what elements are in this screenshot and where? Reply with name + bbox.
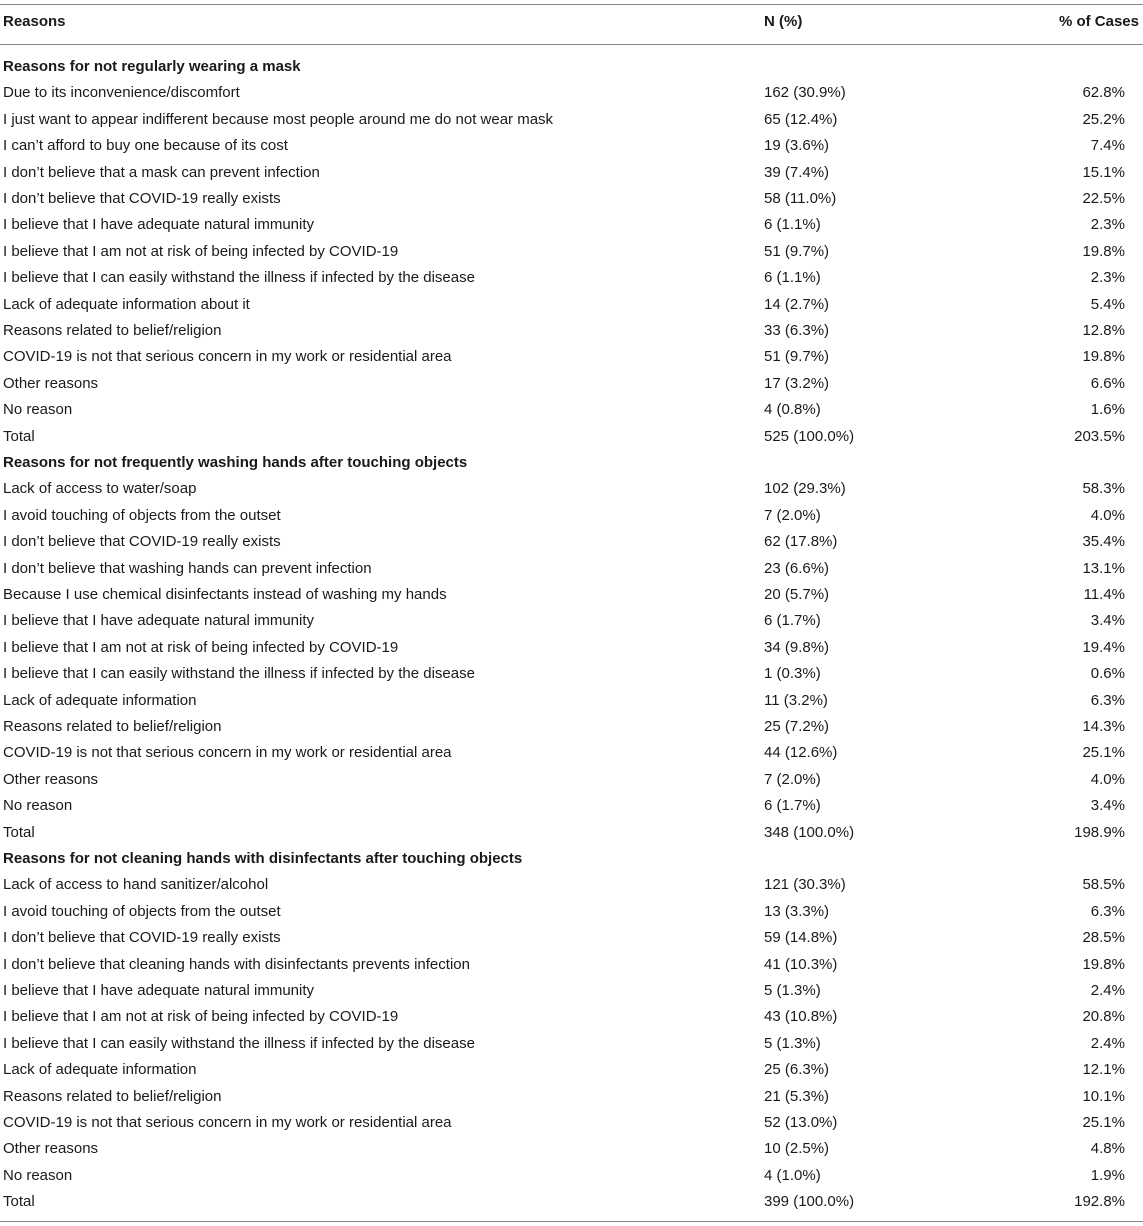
table-row [0,872,1143,898]
table-row [0,925,1143,951]
n-percent-cell: 21 (5.3%) [764,1087,830,1105]
percent-of-cases-cell: 14.3% [1082,718,1125,735]
percent-of-cases-cell: 7.4% [1090,137,1125,155]
percent-of-cases-cell: 15.1% [1082,163,1125,181]
n-percent-cell: 6 (1.7%) [764,797,821,815]
table-row [0,212,1143,238]
table-row [0,952,1143,978]
n-percent-cell: 7 (2.0%) [764,770,821,788]
reason-cell: I don’t believe that washing hands can prevent infection [3,559,372,577]
percent-of-cases-cell: 198.9% [1074,823,1125,841]
reason-cell: Other reasons [3,374,99,392]
reason-cell: I believe that I have adequate natural immunity [3,982,315,999]
percent-of-cases-cell: 25.2% [1082,110,1125,128]
table-row [0,556,1143,582]
reason-cell: Other reasons [3,1140,99,1158]
table-row [0,107,1143,133]
table-bottom-rule [0,1221,1143,1222]
table-row [0,767,1143,793]
table-row [0,635,1143,661]
reason-cell: No reason [3,1166,73,1184]
reason-cell: Total [3,823,35,841]
percent-of-cases-cell: 13.1% [1082,559,1125,577]
percent-of-cases-cell: 192.8% [1074,1193,1125,1211]
table-row [0,344,1143,370]
table-row [0,608,1143,634]
reason-cell: No reason [3,797,73,815]
percent-of-cases-cell: 1.9% [1090,1166,1125,1184]
table-row [0,424,1143,450]
percent-of-cases-cell: 19.8% [1082,242,1125,260]
percent-of-cases-cell: 19.8% [1082,955,1125,973]
percent-of-cases-cell: 3.4% [1090,797,1125,815]
percent-of-cases-cell: 25.1% [1082,1114,1125,1131]
percent-of-cases-cell: 6.3% [1090,902,1125,920]
table-row [0,793,1143,819]
reason-cell: I believe that I can easily withstand the illness if infected by the disease [3,1034,475,1052]
n-percent-cell: 41 (10.3%) [764,955,838,973]
reason-cell: I believe that I have adequate natural immunity [3,216,315,234]
reason-cell: I believe that I can easily withstand the illness if infected by the disease [3,665,475,683]
n-percent-cell: 6 (1.7%) [764,612,821,630]
table-row [0,371,1143,397]
n-percent-cell: 102 (29.3%) [764,480,846,498]
table-row [0,529,1143,555]
percent-of-cases-cell: 62.8% [1082,84,1125,102]
n-percent-cell: 525 (100.0%) [764,427,855,445]
n-percent-cell: 51 (9.7%) [764,242,830,260]
reason-cell: I believe that I have adequate natural immunity [3,612,315,630]
reason-cell: I just want to appear indifferent because most people around me do not wear mask [3,110,554,128]
percent-of-cases-cell: 10.1% [1082,1087,1125,1105]
percent-of-cases-cell: 2.4% [1090,1034,1125,1052]
table-row [0,239,1143,265]
reason-cell: I avoid touching of objects from the outset [3,902,281,920]
table-row [0,714,1143,740]
table-row [0,133,1143,159]
percent-of-cases-cell: 28.5% [1082,929,1125,947]
reason-cell: Lack of access to hand sanitizer/alcohol [3,876,269,894]
n-percent-cell: 33 (6.3%) [764,322,830,339]
reason-cell: COVID-19 is not that serious concern in my work or residential area [3,744,452,762]
table-row [0,1084,1143,1110]
n-percent-cell: 51 (9.7%) [764,348,830,366]
n-percent-cell: 121 (30.3%) [764,876,846,894]
table-row [0,397,1143,423]
n-percent-cell: 7 (2.0%) [764,506,821,524]
section-heading-row [0,846,1143,872]
table-top-rule [0,4,1143,5]
n-percent-cell: 20 (5.7%) [764,586,830,603]
n-percent-cell: 39 (7.4%) [764,163,830,181]
n-percent-cell: 58 (11.0%) [764,190,837,207]
reason-cell: I don’t believe that a mask can prevent infection [3,163,320,181]
reason-cell: Reasons related to belief/religion [3,322,222,339]
n-percent-cell: 4 (0.8%) [764,401,821,419]
table-row [0,1031,1143,1057]
table-row [0,1189,1143,1215]
reason-cell: I avoid touching of objects from the outset [3,506,281,524]
n-percent-cell: 62 (17.8%) [764,533,838,551]
n-percent-cell: 43 (10.8%) [764,1008,838,1026]
reason-cell: I don’t believe that COVID-19 really exists [3,533,281,551]
table-row [0,978,1143,1004]
table-row [0,160,1143,186]
table-row [0,1004,1143,1030]
n-percent-cell: 1 (0.3%) [764,665,821,683]
percent-of-cases-cell: 19.8% [1082,348,1125,366]
n-percent-cell: 23 (6.6%) [764,559,830,577]
percent-of-cases-cell: 22.5% [1082,190,1125,207]
n-percent-cell: 348 (100.0%) [764,823,855,841]
percent-of-cases-cell: 4.8% [1090,1140,1125,1158]
n-percent-cell: 5 (1.3%) [764,982,821,999]
table-row [0,318,1143,344]
table-row [0,1163,1143,1189]
column-header-n-percent: N (%) [764,13,803,30]
table-row [0,820,1143,846]
table-row [0,740,1143,766]
section-title: Reasons for not frequently washing hands after touching objects [3,454,468,471]
reason-cell: Reasons related to belief/religion [3,1087,222,1105]
percent-of-cases-cell: 12.1% [1082,1061,1125,1079]
percent-of-cases-cell: 20.8% [1082,1008,1125,1026]
table-row [0,292,1143,318]
table-row [0,503,1143,529]
n-percent-cell: 25 (6.3%) [764,1061,830,1079]
reason-cell: Reasons related to belief/religion [3,718,222,735]
reason-cell: Total [3,1193,35,1211]
percent-of-cases-cell: 4.0% [1090,770,1125,788]
n-percent-cell: 25 (7.2%) [764,718,830,735]
percent-of-cases-cell: 2.3% [1090,216,1125,234]
n-percent-cell: 44 (12.6%) [764,744,838,762]
table-row [0,1110,1143,1136]
reason-cell: I believe that I am not at risk of being infected by COVID-19 [3,1008,399,1026]
n-percent-cell: 399 (100.0%) [764,1193,855,1211]
n-percent-cell: 162 (30.9%) [764,84,846,102]
n-percent-cell: 14 (2.7%) [764,295,830,313]
table-row [0,582,1143,608]
section-title: Reasons for not regularly wearing a mask [3,58,301,75]
reason-cell: Because I use chemical disinfectants instead of washing my hands [3,586,447,603]
percent-of-cases-cell: 0.6% [1090,665,1125,683]
percent-of-cases-cell: 6.6% [1090,374,1125,392]
percent-of-cases-cell: 58.5% [1082,876,1125,894]
percent-of-cases-cell: 11.4% [1083,586,1125,603]
reason-cell: COVID-19 is not that serious concern in my work or residential area [3,348,452,366]
percent-of-cases-cell: 203.5% [1074,427,1125,445]
n-percent-cell: 10 (2.5%) [764,1140,830,1158]
table-row [0,1136,1143,1162]
n-percent-cell: 4 (1.0%) [764,1166,821,1184]
table-row [0,899,1143,925]
column-header-percent-of-cases: % of Cases [1058,13,1139,30]
percent-of-cases-cell: 12.8% [1082,322,1125,339]
n-percent-cell: 6 (1.1%) [764,269,821,287]
percent-of-cases-cell: 4.0% [1090,506,1125,524]
percent-of-cases-cell: 25.1% [1082,744,1125,762]
section-heading-row [0,450,1143,476]
table-header-rule [0,44,1143,45]
percent-of-cases-cell: 6.3% [1090,691,1125,709]
table-row [0,80,1143,106]
n-percent-cell: 11 (3.2%) [764,691,828,709]
table-row [0,1057,1143,1083]
percent-of-cases-cell: 5.4% [1090,295,1125,313]
table-row [0,661,1143,687]
section-heading-row [0,54,1143,80]
n-percent-cell: 17 (3.2%) [764,374,830,392]
reason-cell: Lack of adequate information about it [3,295,250,313]
reason-cell: I don’t believe that COVID-19 really exists [3,929,281,947]
percent-of-cases-cell: 3.4% [1090,612,1125,630]
percent-of-cases-cell: 1.6% [1090,401,1125,419]
n-percent-cell: 6 (1.1%) [764,216,821,234]
percent-of-cases-cell: 2.4% [1090,982,1125,999]
reason-cell: Other reasons [3,770,99,788]
n-percent-cell: 34 (9.8%) [764,638,830,656]
n-percent-cell: 13 (3.3%) [764,902,830,920]
table-header-row [0,9,1143,35]
reason-cell: I don’t believe that COVID-19 really exists [3,190,281,207]
reason-cell: Lack of access to water/soap [3,480,197,498]
reason-cell: I believe that I can easily withstand the illness if infected by the disease [3,269,475,287]
table-row [0,265,1143,291]
percent-of-cases-cell: 19.4% [1082,638,1125,656]
reason-cell: Total [3,427,35,445]
section-title: Reasons for not cleaning hands with disinfectants after touching objects [3,850,523,867]
n-percent-cell: 52 (13.0%) [764,1114,838,1131]
reason-cell: I believe that I am not at risk of being infected by COVID-19 [3,242,399,260]
n-percent-cell: 5 (1.3%) [764,1034,821,1052]
reason-cell: I don’t believe that cleaning hands with disinfectants prevents infection [3,955,470,973]
table-row [0,186,1143,212]
reason-cell: Lack of adequate information [3,1061,197,1079]
percent-of-cases-cell: 58.3% [1082,480,1125,498]
n-percent-cell: 19 (3.6%) [764,137,830,155]
reason-cell: I can’t afford to buy one because of its cost [3,137,288,155]
table-row [0,476,1143,502]
column-header-reasons: Reasons [3,13,66,30]
n-percent-cell: 65 (12.4%) [764,110,838,128]
reason-cell: Lack of adequate information [3,691,197,709]
percent-of-cases-cell: 2.3% [1090,269,1125,287]
n-percent-cell: 59 (14.8%) [764,929,838,947]
reason-cell: COVID-19 is not that serious concern in my work or residential area [3,1114,452,1131]
table-row [0,688,1143,714]
percent-of-cases-cell: 35.4% [1082,533,1125,551]
reason-cell: Due to its inconvenience/discomfort [3,84,240,102]
reason-cell: I believe that I am not at risk of being infected by COVID-19 [3,638,399,656]
reason-cell: No reason [3,401,73,419]
